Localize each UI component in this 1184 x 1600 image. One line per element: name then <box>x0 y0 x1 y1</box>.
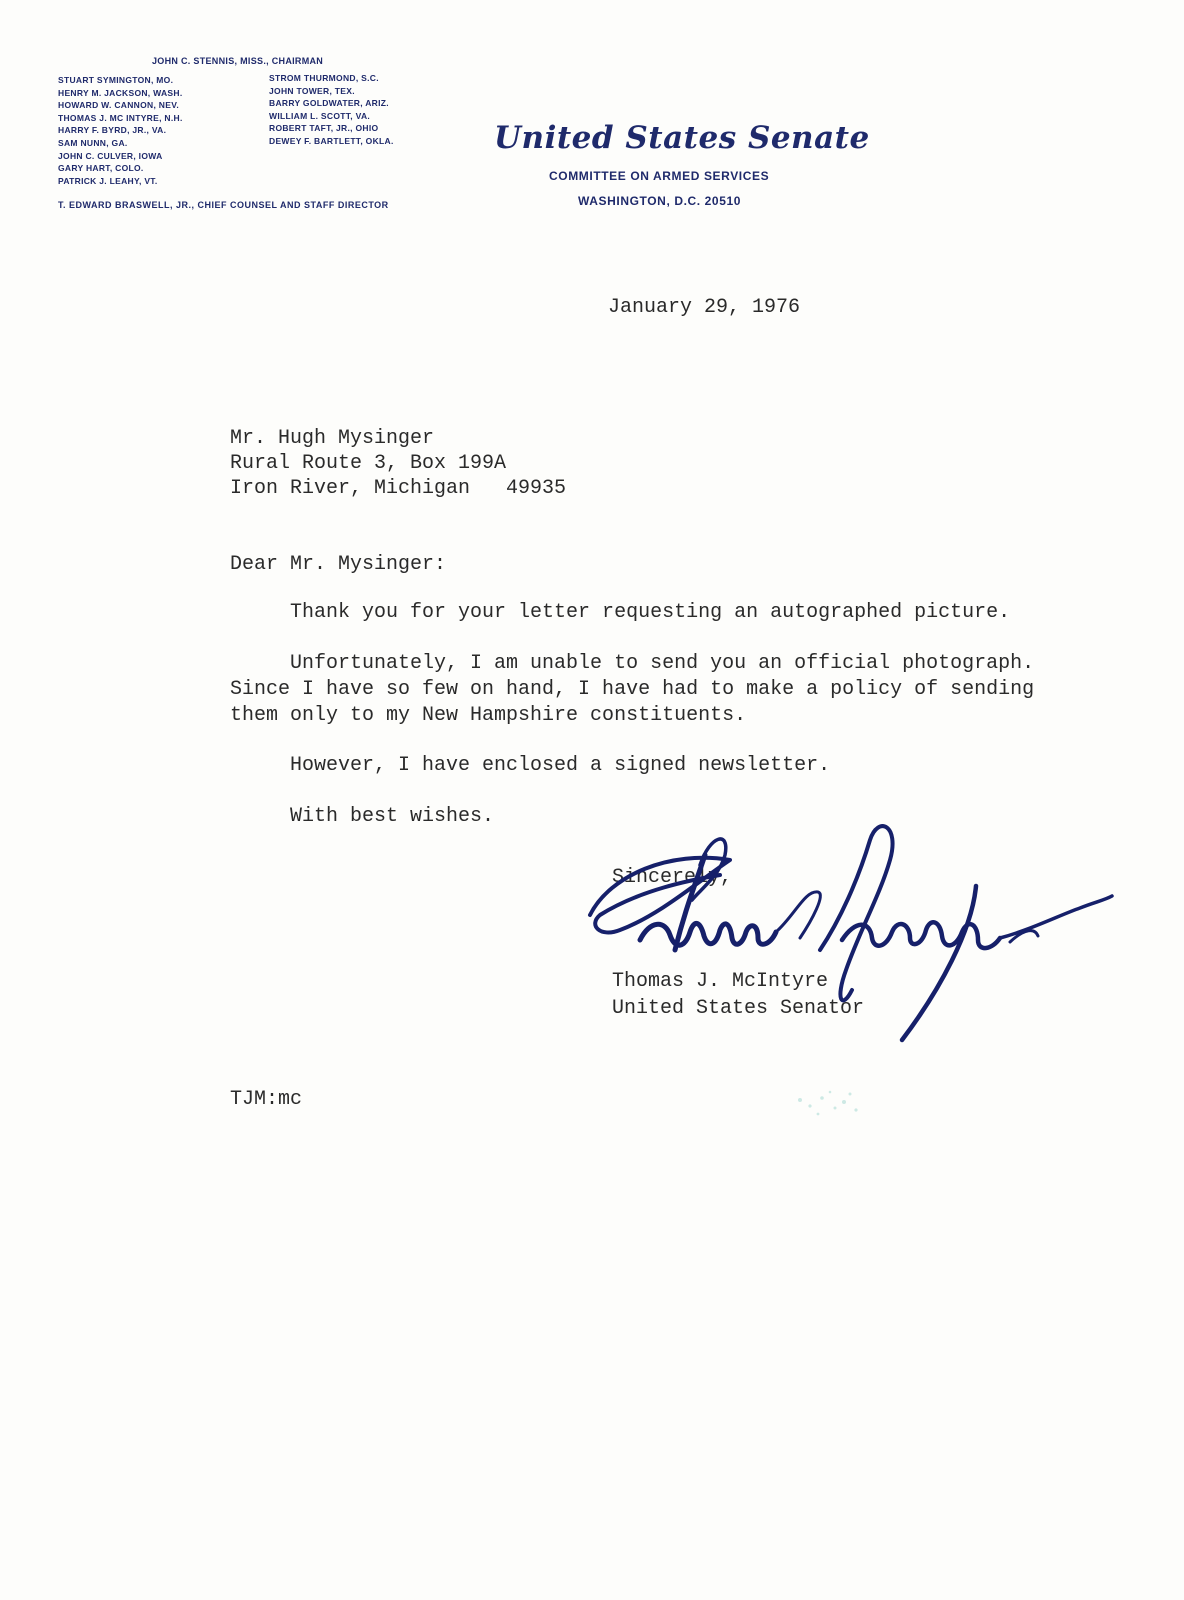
letter-date: January 29, 1976 <box>608 296 801 319</box>
body-paragraph: With best wishes. <box>230 805 495 828</box>
signer-title: United States Senator <box>612 997 865 1020</box>
chairman-line: JOHN C. STENNIS, MISS., CHAIRMAN <box>152 56 324 66</box>
member-name: THOMAS J. MC INTYRE, N.H. <box>58 112 183 123</box>
member-name: JOHN TOWER, TEX. <box>269 85 355 96</box>
member-name: PATRICK J. LEAHY, VT. <box>58 175 158 186</box>
body-paragraph: Thank you for your letter requesting an autographed picture. <box>230 601 1011 624</box>
committee-members-right <box>269 72 394 148</box>
member-name: HARRY F. BYRD, JR., VA. <box>58 125 167 136</box>
closing: Sincerely, <box>612 866 733 889</box>
handwritten-signature <box>580 820 1120 1060</box>
signer-name: Thomas J. McIntyre <box>612 970 829 993</box>
member-name: ROBERT TAFT, JR., OHIO <box>269 123 379 134</box>
chief-counsel-line: T. EDWARD BRASWELL, JR., CHIEF COUNSEL AND STAFF DIRECTOR <box>58 200 389 210</box>
recipient-address <box>230 426 566 501</box>
committee-name: COMMITTEE ON ARMED SERVICES <box>549 169 770 183</box>
member-name: HOWARD W. CANNON, NEV. <box>58 100 180 111</box>
member-name: BARRY GOLDWATER, ARIZ. <box>269 98 389 109</box>
salutation: Dear Mr. Mysinger: <box>230 553 447 576</box>
member-name: DEWEY F. BARTLETT, OKLA. <box>269 135 394 146</box>
member-name: SAM NUNN, GA. <box>58 137 128 148</box>
senate-title: United States Senate <box>494 120 870 156</box>
recipient-line: Iron River, Michigan 49935 <box>230 477 567 500</box>
member-name: HENRY M. JACKSON, WASH. <box>58 87 183 98</box>
body-paragraph: Unfortunately, I am unable to send you an official photograph. Since I have so few on hand, I have had to make a policy of sending them only to my New Hampshire constituents. <box>230 652 1035 727</box>
recipient-line: Rural Route 3, Box 199A <box>230 452 507 475</box>
member-name: WILLIAM L. SCOTT, VA. <box>269 110 371 121</box>
committee-members-left <box>58 74 183 187</box>
ink-smudge <box>780 1080 900 1130</box>
recipient-line: Mr. Hugh Mysinger <box>230 427 435 450</box>
member-name: JOHN C. CULVER, IOWA <box>58 150 163 161</box>
typist-initials: TJM:mc <box>230 1088 303 1111</box>
member-name: STUART SYMINGTON, MO. <box>58 75 174 85</box>
member-name: STROM THURMOND, S.C. <box>269 73 379 83</box>
member-name: GARY HART, COLO. <box>58 163 144 174</box>
committee-address: WASHINGTON, D.C. 20510 <box>578 194 742 208</box>
body-paragraph: However, I have enclosed a signed newsletter. <box>230 754 831 777</box>
